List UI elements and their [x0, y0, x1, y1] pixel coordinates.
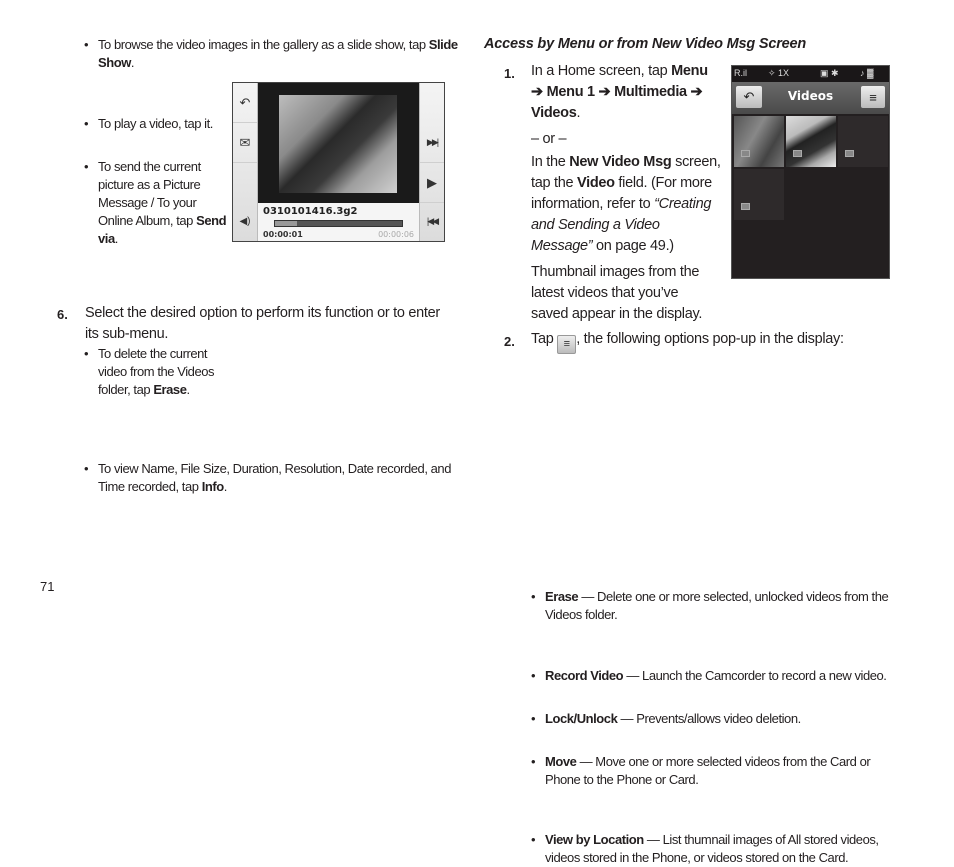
- option-desc: — List thumnail images of All stored videos, videos stored in the Phone, or videos stored on the Card.: [545, 832, 879, 865]
- menu-path-multimedia: Multimedia: [614, 84, 687, 100]
- menu-list-icon: ≡: [861, 86, 885, 108]
- bullet-send-via: [84, 158, 233, 248]
- envelope-icon: ✉: [233, 123, 257, 163]
- bullet-text: To delete the current video from the Videos folder, tap: [98, 346, 215, 397]
- step6-text: Select the desired option to perform its function or to enter its sub-menu.: [85, 305, 440, 342]
- option-name: Lock/Unlock: [545, 711, 618, 726]
- alt-text: screen, tap the: [531, 154, 721, 191]
- blank-slot: [420, 83, 444, 122]
- step2-post: , the following options pop-up in the display:: [576, 331, 844, 347]
- step1-alt-text: [531, 152, 721, 257]
- menu-list-icon: ≡: [557, 335, 576, 354]
- title-bar: [732, 82, 889, 114]
- option-name: Move: [545, 754, 577, 769]
- video-thumbnail: [786, 116, 836, 167]
- option-name: Record Video: [545, 668, 624, 683]
- step2-intro: Tap: [531, 331, 558, 347]
- status-bar: [732, 66, 889, 82]
- video-still-image: [279, 95, 397, 193]
- or-separator: – or –: [531, 131, 567, 147]
- elapsed-time: 00:00:01: [263, 230, 303, 239]
- step-number: 1.: [504, 66, 515, 81]
- menu-path-videos: Videos: [531, 105, 577, 121]
- bullet-erase: [84, 345, 233, 399]
- menu-path-menu1: Menu 1: [546, 84, 595, 100]
- bullet-bold: Erase: [153, 382, 187, 397]
- back-arrow-icon: ↶: [736, 86, 762, 108]
- video-player-screenshot: [232, 82, 445, 242]
- bullet-text: To view Name, File Size, Duration, Resolution, Date recorded, and Time recorded, tap: [98, 461, 451, 494]
- option-name: View by Location: [545, 832, 644, 847]
- video-thumbnail: [734, 169, 784, 220]
- progress-bar: [274, 220, 403, 227]
- step-number: 6.: [57, 307, 68, 322]
- video-type-icon: [741, 203, 750, 210]
- video-thumbnail: [734, 116, 784, 167]
- arrow-icon: ➔: [598, 84, 611, 100]
- bullet-bold: Slide Show: [98, 37, 458, 70]
- bullet-post: .: [114, 231, 118, 246]
- option-desc: — Launch the Camcorder to record a new video.: [623, 668, 887, 683]
- video-type-icon: [793, 150, 802, 157]
- skip-back-icon: |◀◀: [426, 216, 438, 226]
- section-heading: Access by Menu or from New Video Msg Screen: [484, 36, 807, 52]
- bullet-bold: Send via: [98, 213, 227, 246]
- volume-icon: ◀): [239, 216, 251, 227]
- sd-card-bluetooth-icon: ▣ ✱: [820, 68, 839, 78]
- sync-1x-icon: ✧ 1X: [768, 68, 790, 78]
- bullet-post: .: [130, 55, 135, 70]
- bullet-text: To browse the video images in the gallery as a slide show, tap: [98, 37, 429, 52]
- arrow-icon: ➔: [690, 84, 703, 100]
- bullet-text: To play a video, tap it.: [98, 116, 213, 131]
- cross-reference-link[interactable]: “Creating and Sending a Video Message”: [531, 196, 712, 254]
- option-desc: — Delete one or more selected, unlocked videos from the Videos folder.: [545, 589, 889, 622]
- alt-bold: New Video Msg: [569, 154, 672, 170]
- page-number: 71: [40, 579, 55, 594]
- bullet-slide-show: [84, 36, 460, 72]
- blank-slot: [233, 163, 257, 202]
- option-record-video: [531, 667, 895, 685]
- screen-title: Videos: [787, 89, 834, 103]
- arrow-icon: ➔: [531, 84, 543, 100]
- alt-text: on page 49.): [592, 238, 674, 254]
- bullet-post: .: [186, 382, 190, 397]
- option-view-by-location: [531, 831, 895, 867]
- bullet-post: .: [223, 479, 227, 494]
- option-lock-unlock: [531, 710, 895, 728]
- alt-text: In the: [531, 154, 570, 170]
- music-battery-icon: ♪ ▓: [860, 68, 874, 78]
- player-right-toolbar: [419, 83, 444, 241]
- menu-path-menu: Menu: [671, 63, 708, 79]
- total-duration: 00:00:06: [378, 230, 414, 239]
- option-desc: — Prevents/allows video deletion.: [617, 711, 801, 726]
- bullet-info: [84, 460, 460, 496]
- step1-note: Thumbnail images from the latest videos that you’ve saved appear in the display.: [531, 264, 703, 322]
- video-frame: [258, 83, 419, 203]
- option-name: Erase: [545, 589, 579, 604]
- alt-text: field. (For more information, refer to: [531, 175, 712, 212]
- play-icon: ▶: [420, 163, 444, 203]
- option-move: [531, 753, 895, 789]
- back-arrow-icon: ↶: [233, 83, 257, 123]
- bullet-text: To send the current picture as a Picture Message / To your Online Album, tap: [98, 159, 201, 228]
- step1-intro: In a Home screen, tap: [531, 63, 672, 79]
- option-desc: — Move one or more selected videos from the Card or Phone to the Phone or Card.: [545, 754, 871, 787]
- progress-fill: [275, 221, 297, 226]
- signal-icon: R.il: [734, 68, 747, 78]
- player-left-toolbar: [233, 83, 258, 241]
- video-thumbnail: [838, 116, 888, 167]
- step-number: 2.: [504, 334, 515, 349]
- video-info-panel: [258, 203, 419, 241]
- bullet-play-video: [84, 115, 238, 133]
- skip-forward-icon: ▶▶|: [420, 123, 444, 163]
- alt-bold: Video: [576, 175, 615, 191]
- option-erase: [531, 588, 895, 624]
- video-type-icon: [741, 150, 750, 157]
- step2-text: [531, 329, 891, 354]
- bullet-bold: Info: [201, 479, 224, 494]
- step1-text: In a Home screen, tap Menu ➔ Menu 1 ➔ Multimedia ➔ Videos.: [531, 63, 708, 121]
- videos-phone-screenshot: [731, 65, 890, 279]
- video-filename: 0310101416.3g2: [263, 206, 358, 217]
- video-type-icon: [845, 150, 854, 157]
